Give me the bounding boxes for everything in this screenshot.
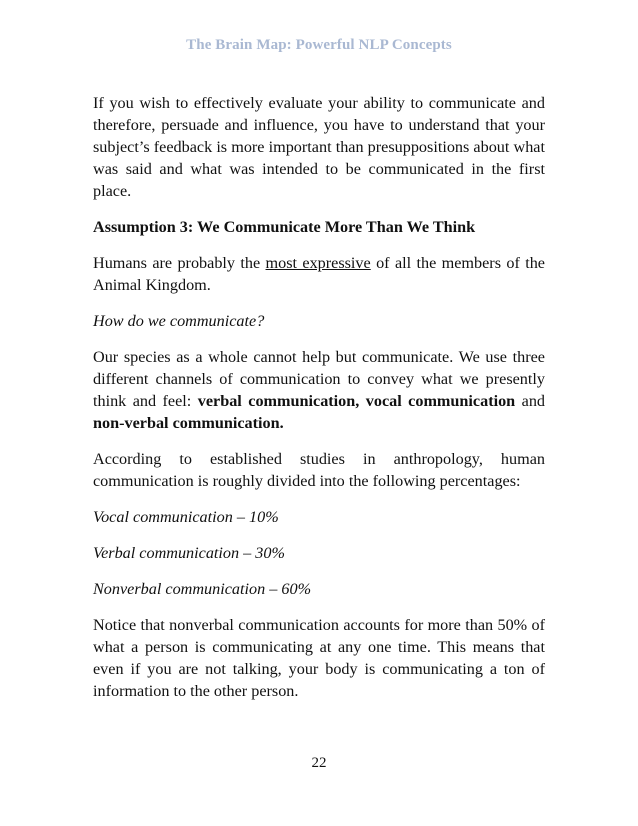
section-heading: Assumption 3: We Communicate More Than We Think	[93, 218, 476, 236]
underlined-phrase: most expressive	[265, 254, 371, 272]
paragraph-expressive-start: Humans are probably the	[93, 254, 266, 272]
paragraph-expressive-end: of all the members of the Animal Kingdom.	[93, 254, 545, 294]
body-text	[93, 92, 545, 716]
paragraph-nonverbal: Notice that nonverbal communication accounts for more than 50% of what a person is communicating at any one time. This means that even if you are not talking, your body is communicating a ton of information to the other person.	[93, 616, 545, 700]
page-number: 22	[311, 755, 327, 771]
stat-verbal: Verbal communication – 30%	[93, 544, 285, 562]
stat-nonverbal: Nonverbal communication – 60%	[93, 580, 312, 598]
bold-channels-1: verbal communication, vocal communication	[197, 392, 516, 410]
question-line: How do we communicate?	[93, 312, 265, 330]
running-header: The Brain Map: Powerful NLP Concepts	[186, 37, 452, 53]
paragraph-channels-start: Our species as a whole cannot help but communicate. We use three different channels of communication to convey what we presently think and feel:	[93, 348, 545, 410]
paragraph-feedback: If you wish to effectively evaluate your ability to communicate and therefore, persuade and influence, you have to understand that your subject’s feedback is more important than presuppositions about what was said and what was intended to be communicated in the first place.	[93, 94, 545, 200]
paragraph-channels	[93, 346, 545, 434]
paragraph-channels-mid: and	[515, 392, 546, 410]
paragraph-anthropology: According to established studies in anthropology, human communication is roughly divided into the following percentages:	[93, 450, 545, 490]
bold-channels-2: non-verbal communication.	[93, 414, 284, 432]
paragraph-expressive	[93, 252, 545, 296]
stat-vocal: Vocal communication – 10%	[93, 508, 279, 526]
